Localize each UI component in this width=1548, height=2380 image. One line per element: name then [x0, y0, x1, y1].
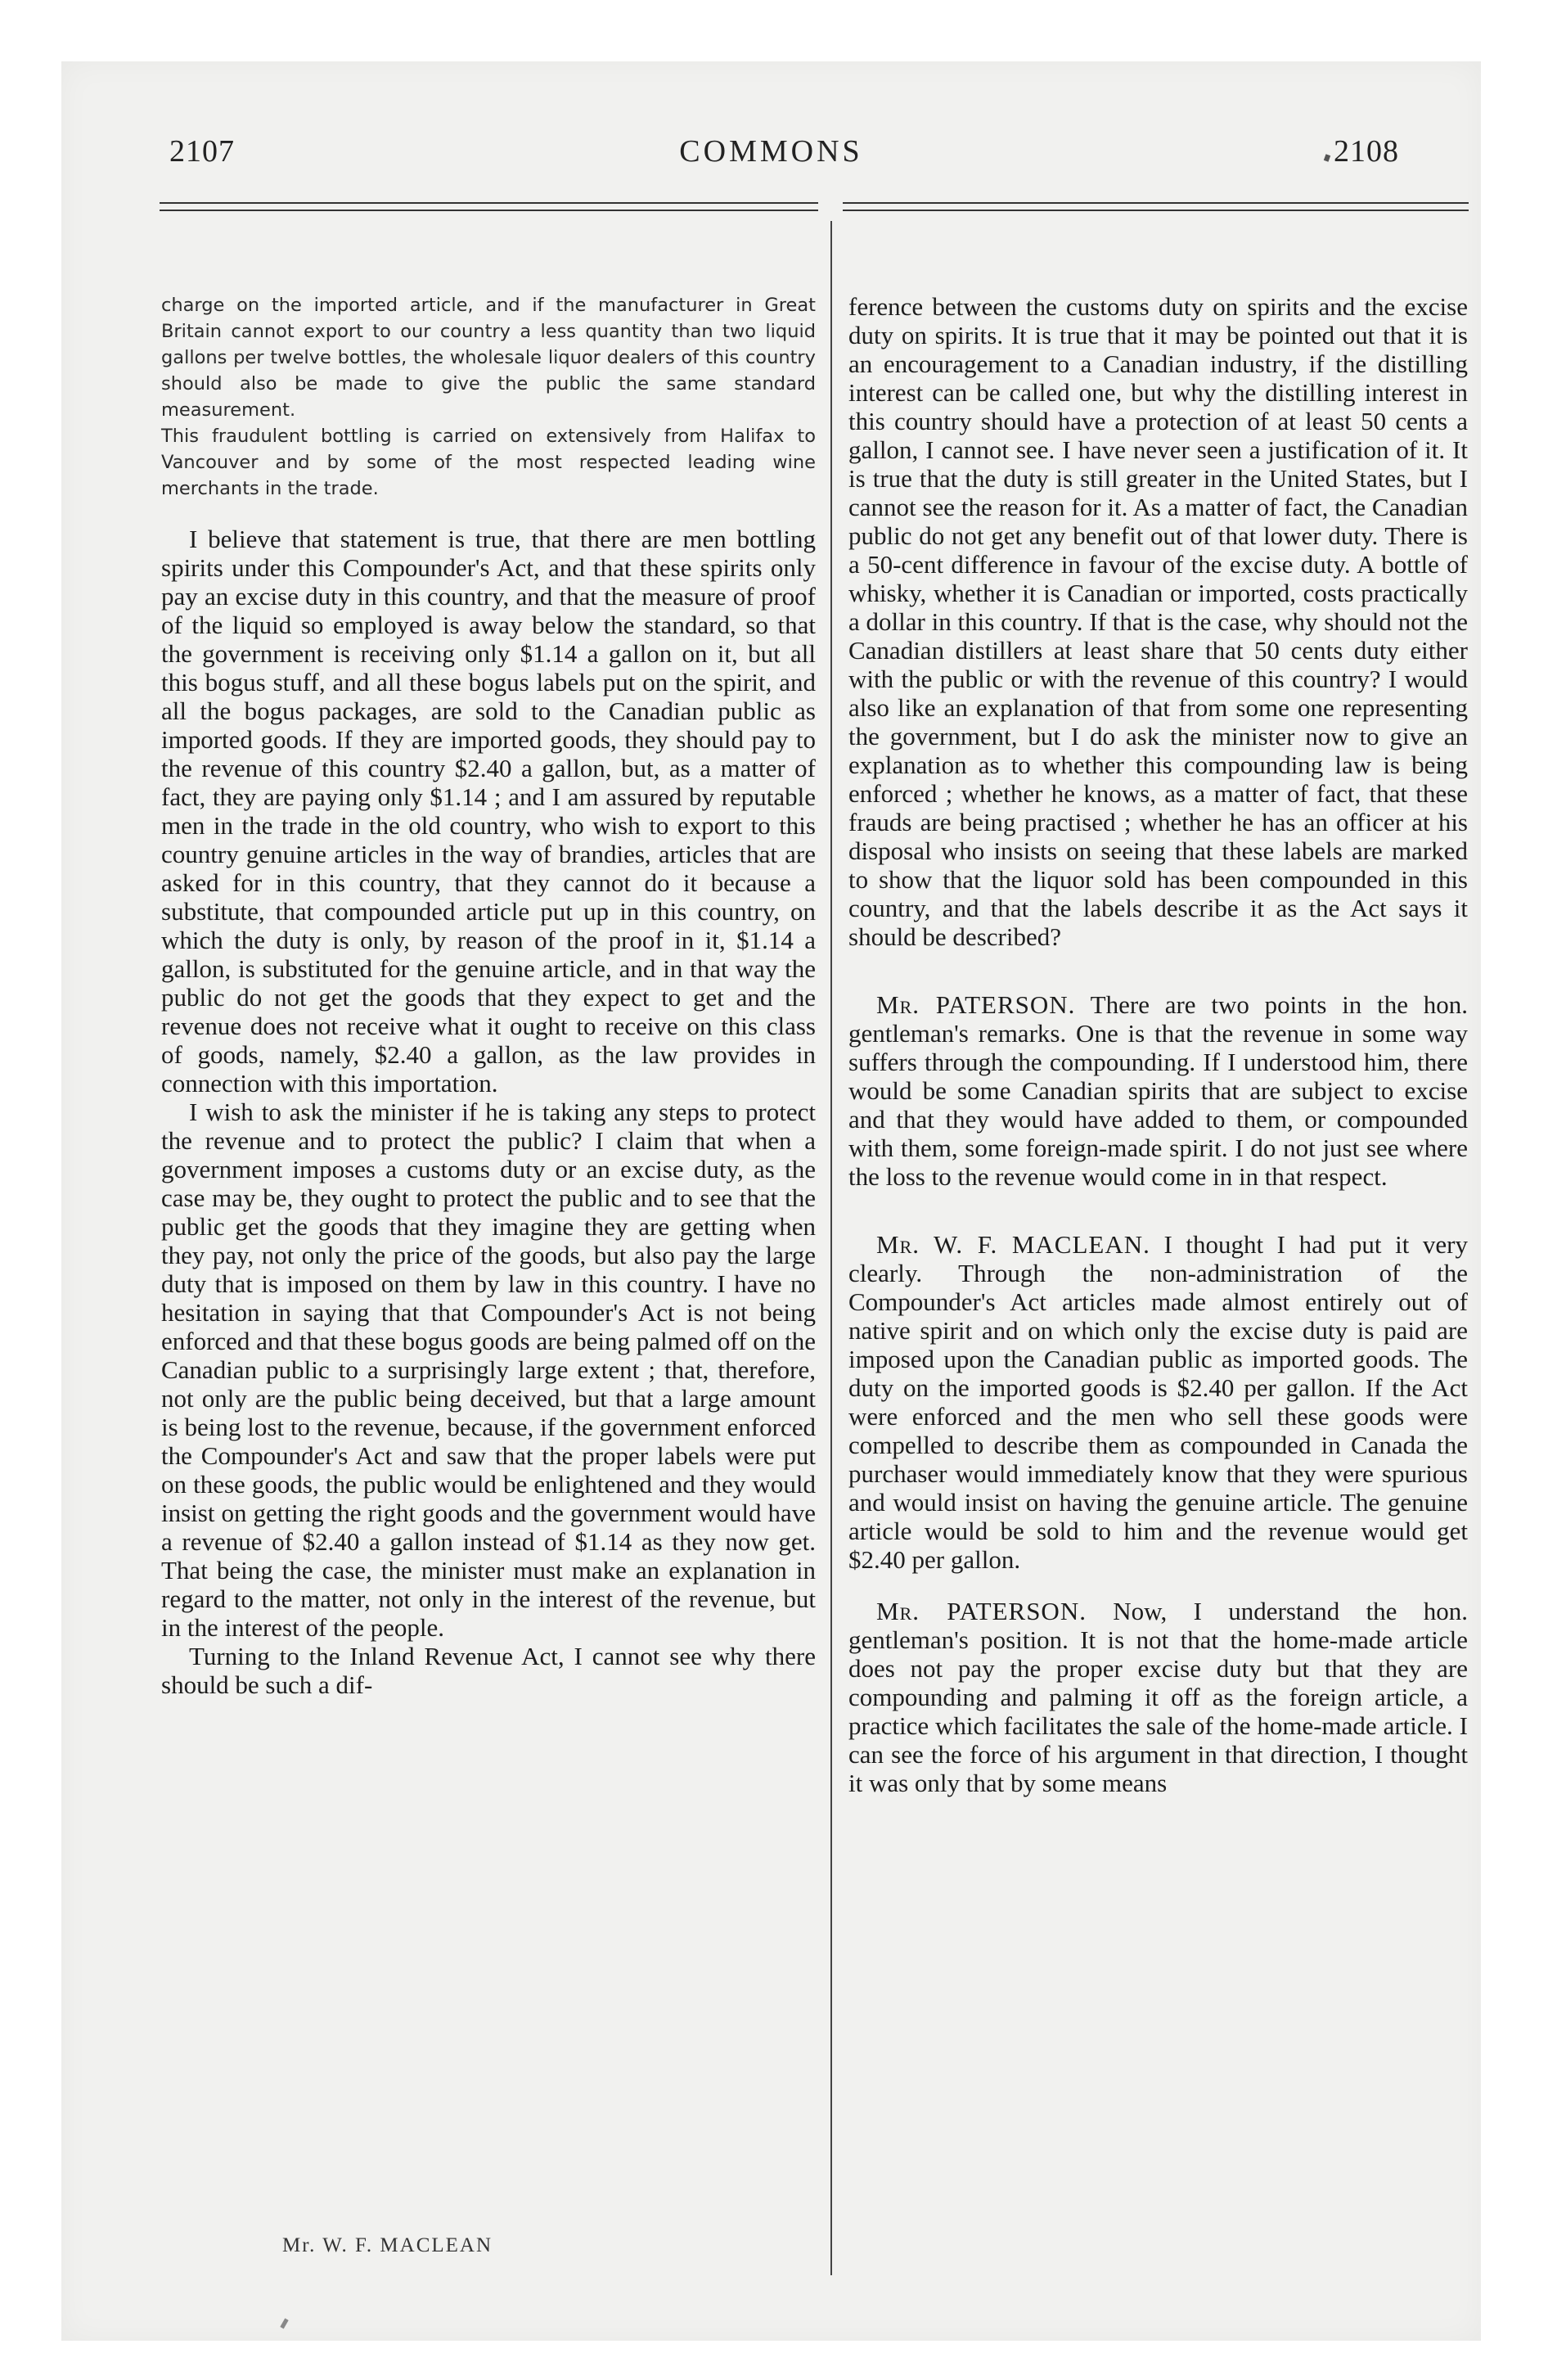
header-rule-left	[160, 202, 818, 211]
paragraph: I believe that statement is true, that there are men bottling spirits under this Compounder's Act, and that these spirits only pay an excise duty in this country, and that the measure of proof of the liquid so employed is away below the standard, so that the government is receiving only $1.14 a gallon on it, but all this bogus stuff, and all these bogus labels put on the spirit, and all the bogus packages, are sold to the Canadian public as imported goods. If they are imported goods, they should pay to the revenue of this country $2.40 a gallon, but, as a matter of fact, they are paying only $1.14 ; and I am assured by reputable men in the trade in the old country, who wish to export to this country genuine articles in the way of brandies, articles that are asked for in this country, that they cannot do it because a substitute, that compounded article put up in this country, on which the duty is only, by reason of the proof in it, $1.14 a gallon, is substituted for the genuine article, and in that way the public do not get the goods that they expect to get and the revenue does not receive what it ought to receive on this class of goods, namely, $2.40 a gallon, as the law provides in connection with this importation.	[161, 525, 816, 1098]
header-rule-right	[843, 202, 1469, 211]
speech-paragraph	[848, 990, 1468, 1191]
paragraph: Turning to the Inland Revenue Act, I cannot see why there should be such a dif-	[161, 1642, 816, 1699]
left-column	[161, 292, 816, 1699]
speech-paragraph	[848, 1230, 1468, 1574]
page-number-right: 2108	[1334, 134, 1399, 169]
footer-running-name: Mr. W. F. MACLEAN	[282, 2234, 493, 2256]
running-title: COMMONS	[679, 134, 863, 169]
speech-text: I thought I had put it very clearly. Through the non-administration of the Compounder's Act articles made almost entirely out of native spirit and on which only the excise duty is paid are imposed upon the Canadian public as imported goods. The duty on the imported goods is $2.40 per gallon. If the Act were enforced and the men who sell these goods were compelled to describe them as compounded in Canada the purchaser would immediately know that they were spurious and would insist on having the genuine article. The genuine article would be sold to him and the revenue would get $2.40 per gallon.	[848, 1230, 1469, 1574]
page-scan	[61, 61, 1481, 2341]
paragraph: I wish to ask the minister if he is taking any steps to protect the revenue and to protect the public? I claim that when a government imposes a customs duty or an excise duty, as the case may be, they ought to protect the public and to see that the public get the goods that they imagine they are getting when they pay, not only the price of the goods, but also pay the large duty that is imposed on them by law in this country. I have no hesitation in saying that that Compounder's Act is not being enforced and that these bogus goods are being palmed off on the Canadian public to a surprisingly large extent ; that, therefore, not only are the public being deceived, but that a large amount is being lost to the revenue, because, if the government enforced the Compounder's Act and saw that the proper labels were put on these goods, the public would be enlightened and they would insist on getting the right goods and the government would have a revenue of $2.40 a gallon instead of $1.14 as they now get. That being the case, the minister must make an explanation in regard to the matter, not only in the interest of the revenue, but in the interest of the people.	[161, 1098, 816, 1642]
speaker-name: Mr. PATERSON.	[876, 990, 1076, 1019]
speaker-name: Mr. W. F. MACLEAN.	[876, 1230, 1150, 1259]
quoted-passage: charge on the imported article, and if the manufacturer in Great Britain cannot export to our country a less quantity than two liquid gallons per twelve bottles, the wholesale liquor dealers of this country should also be made to give the public the same standard measurement.	[161, 295, 816, 421]
column-divider	[830, 221, 832, 2275]
speaker-name: Mr. PATERSON.	[876, 1597, 1087, 1625]
speech-text: Now, I understand the hon. gentleman's position. It is not that the home-made article does not pay the proper excise duty but that they are compounding and palming it off as the foreign article, a practice which facilitates the sale of the home-made article. I can see the force of his argument in that direction, I thought it was only that by some means	[848, 1597, 1468, 1797]
quoted-passage: This fraudulent bottling is carried on extensively from Halifax to Vancouver and by some of the most respected leading wine merchants in the trade.	[161, 426, 816, 499]
paragraph: ference between the customs duty on spirits and the excise duty on spirits. It is true that it may be pointed out that it is an encouragement to a Canadian industry, if the distilling interest can be called one, but why the distilling interest in this country should have a protection of at least 50 cents a gallon, I cannot see. I have never seen a justification of it. It is true that the duty is still greater in the United States, but I cannot see the reason for it. As a matter of fact, the Canadian public do not get any benefit out of that lower duty. There is a 50-cent difference in favour of the excise duty. A bottle of whisky, whether it is Canadian or imported, costs practically a dollar in this country. If that is the case, why should not the Canadian distillers at least share that 50 cents duty either with the public or with the revenue of this country? I would also like an explanation of that from some one representing the government, but I do ask the minister now to give an explanation as to whether this compounding law is being enforced ; whether he knows, as a matter of fact, that these frauds are being practised ; whether he has an officer at his disposal who insists on seeing that these labels are marked to show that the liquor sold has been compounded in this country, and that the labels describe it as the Act says it should be described?	[848, 292, 1468, 951]
right-column	[848, 292, 1468, 1797]
speech-text: There are two points in the hon. gentleman's remarks. One is that the revenue in some way suffers through the compounding. If I understood him, there would be some Canadian spirits that are subject to excise and that they would have added to them, or compounded with them, some foreign-made spirit. I do not just see where the loss to the revenue would come in in that respect.	[848, 990, 1468, 1191]
speech-paragraph	[848, 1597, 1468, 1797]
page-number-left: 2107	[169, 134, 235, 169]
ink-speck	[280, 2319, 288, 2329]
